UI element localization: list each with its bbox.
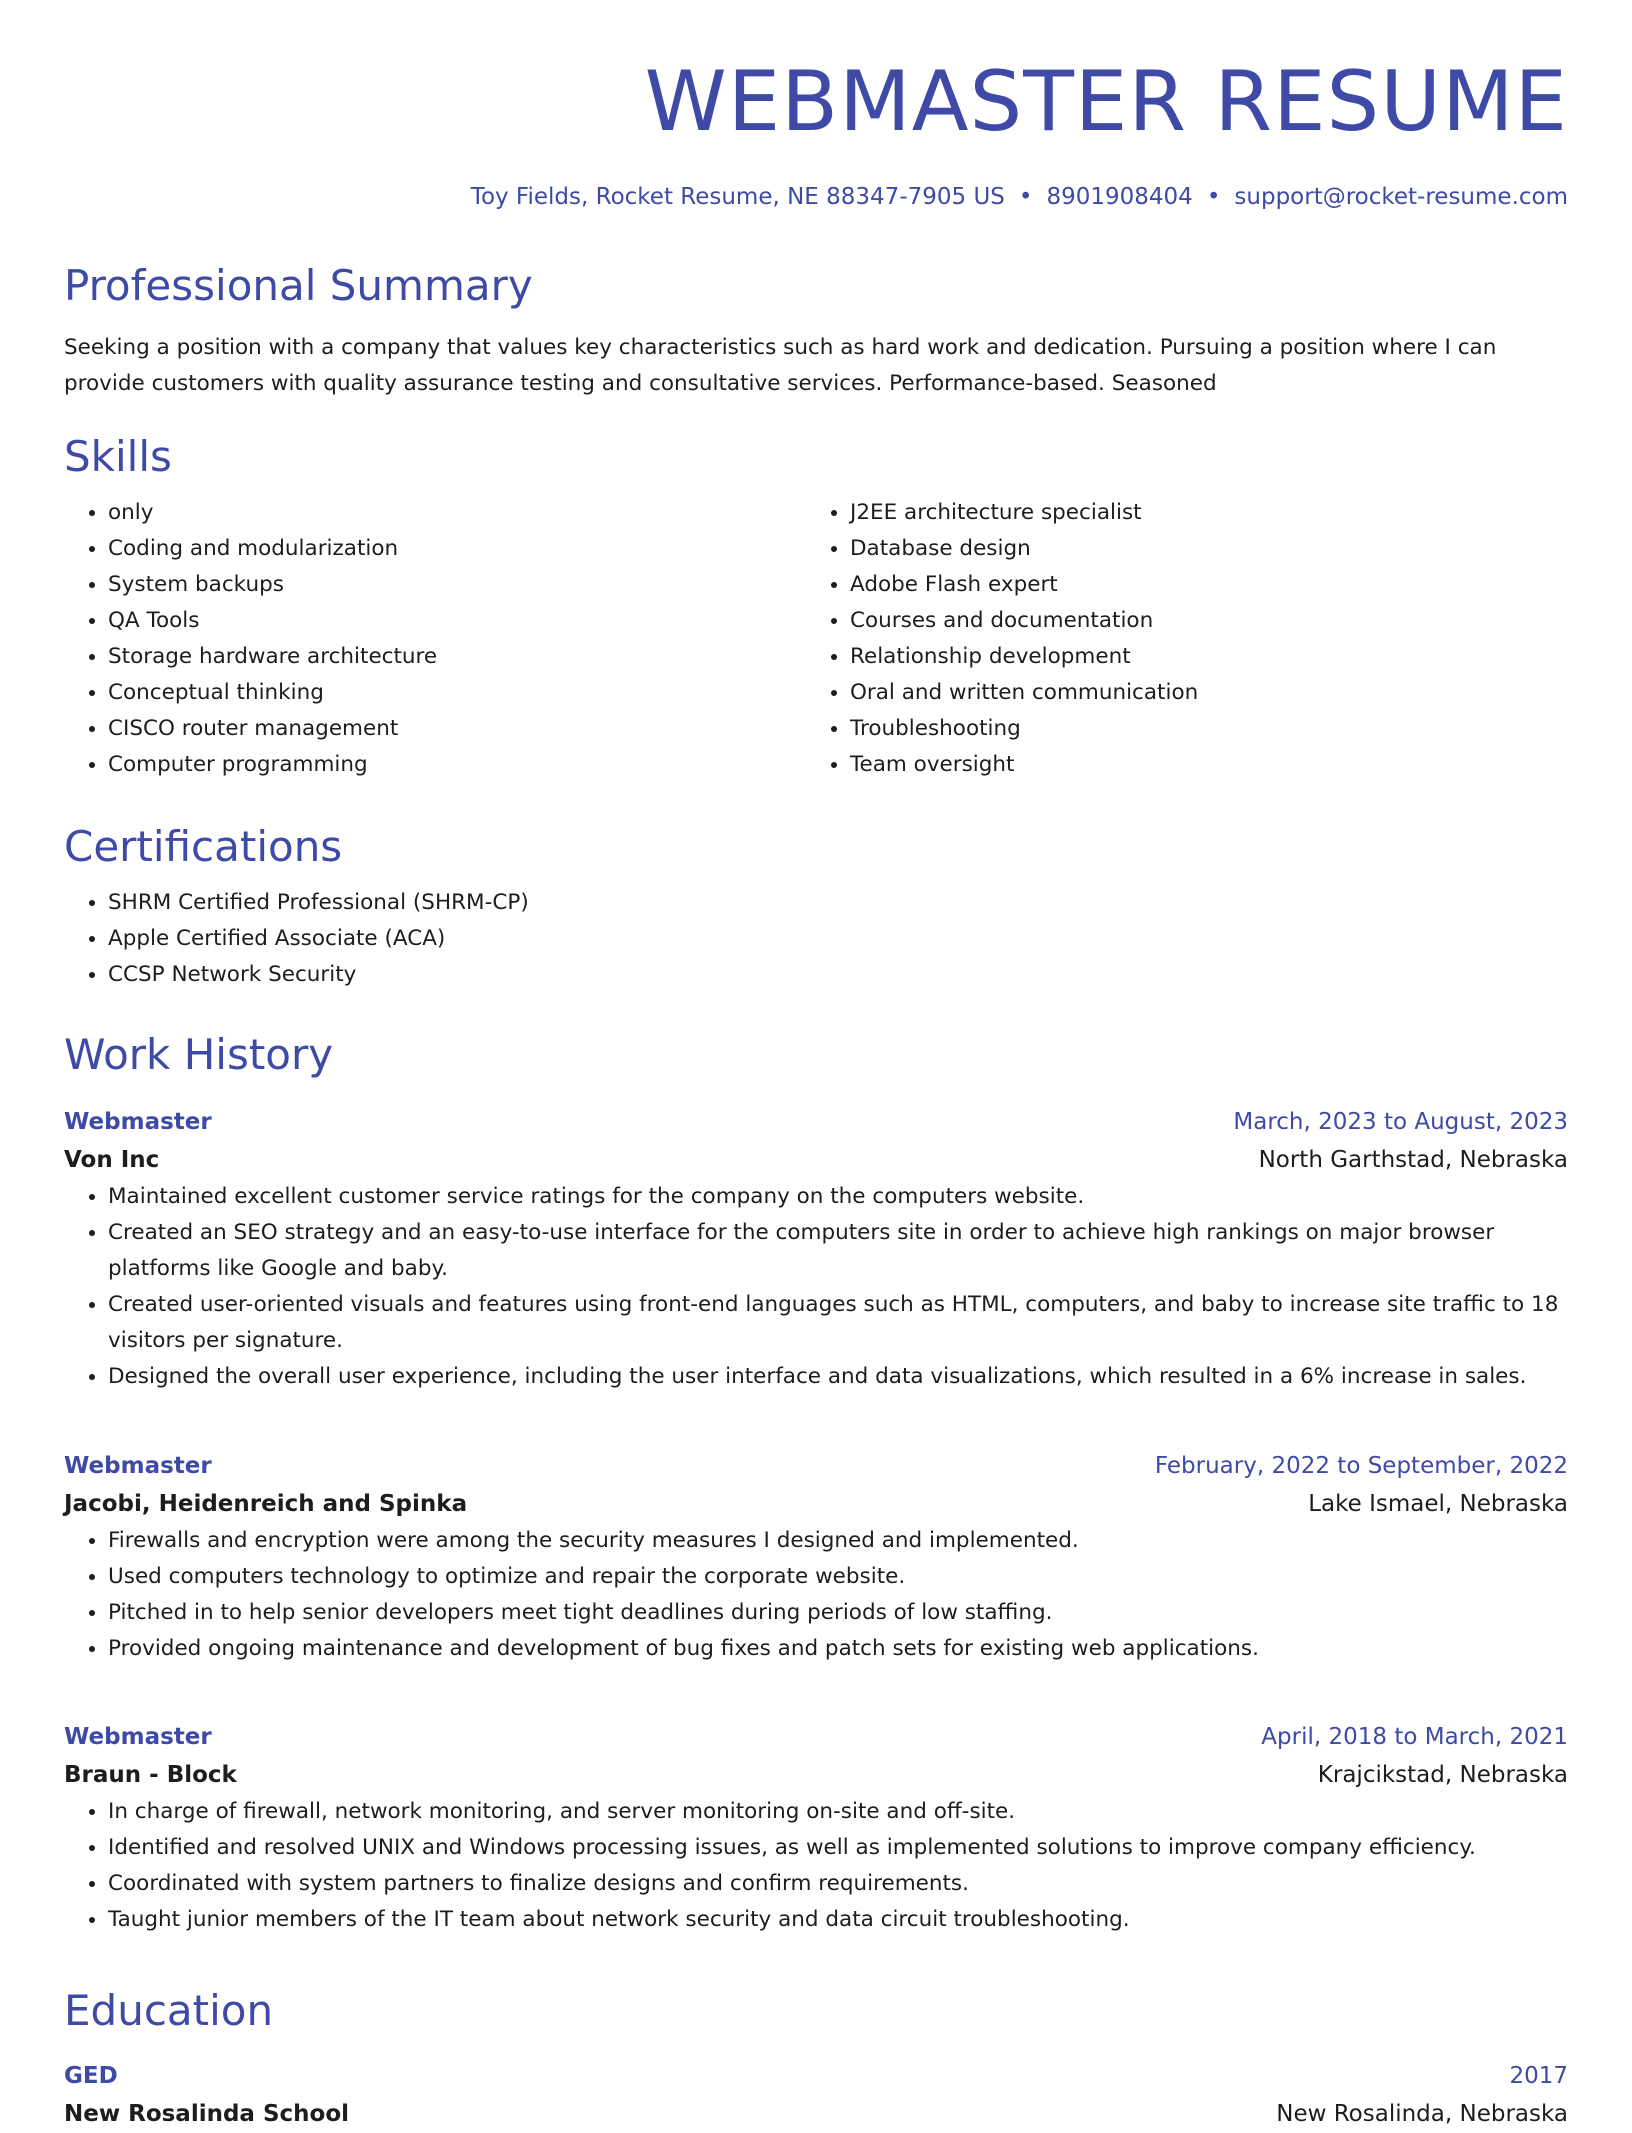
skill-item: • Oral and written communication (850, 675, 1548, 711)
skill-item: • QA Tools (108, 603, 806, 639)
education-heading: Education (64, 1986, 274, 2035)
job-header (64, 1718, 1568, 1756)
summary-text: Seeking a position with a company that values key characteristics such as hard work and dedication. Pursuing a position where I can provide customers with quality assurance testing and consultative services. Performance-based. Seasoned (64, 335, 1497, 396)
job-title: Webmaster (64, 1109, 212, 1135)
education-location: New Rosalinda, Nebraska (1276, 2101, 1568, 2127)
certification-item: • CCSP Network Security (108, 957, 1568, 993)
skill-item: • Adobe Flash expert (850, 567, 1548, 603)
skills-grid (64, 495, 1568, 783)
contact-line (64, 182, 1568, 212)
education-header (64, 2057, 1568, 2095)
job-bullet: • Maintained excellent customer service ratings for the company on the computers website. (108, 1179, 1568, 1215)
skill-item: • Database design (850, 531, 1548, 567)
job-subheader (64, 1485, 1568, 1523)
job-company: Von Inc (64, 1147, 160, 1173)
job-dates: April, 2018 to March, 2021 (1261, 1724, 1568, 1750)
skill-item: • CISCO router management (108, 711, 806, 747)
resume-title: WEBMASTER RESUME (644, 53, 1568, 150)
job-bullet: • Provided ongoing maintenance and development of bug fixes and patch sets for existing web applications. (108, 1631, 1568, 1667)
skill-item: • J2EE architecture specialist (850, 495, 1548, 531)
summary-heading: Professional Summary (64, 261, 533, 310)
job-bullet: • Created user-oriented visuals and features using front-end languages such as HTML, computers, and baby to increase site traffic to 18 visitors per signature. (108, 1287, 1568, 1359)
education-subheader (64, 2095, 1568, 2133)
education-school: New Rosalinda School (64, 2101, 350, 2127)
job-bullet: • Designed the overall user experience, including the user interface and data visualizations, which resulted in a 6% increase in sales. (108, 1359, 1568, 1395)
education-entry (64, 2057, 1568, 2133)
certifications-list (64, 885, 1568, 993)
skills-column-left (64, 495, 806, 783)
job-bullet: • Used computers technology to optimize and repair the corporate website. (108, 1559, 1568, 1595)
work-history-heading: Work History (64, 1030, 334, 1079)
contact-address: Toy Fields, Rocket Resume, NE 88347-7905 US (470, 184, 1005, 210)
job-location: North Garthstad, Nebraska (1258, 1147, 1568, 1173)
job-bullet: • Identified and resolved UNIX and Windows processing issues, as well as implemented solutions to improve company efficiency. (108, 1830, 1568, 1866)
skill-item: • Relationship development (850, 639, 1548, 675)
skill-item: • Computer programming (108, 747, 806, 783)
skills-list-left (64, 495, 806, 783)
skill-item: • Courses and documentation (850, 603, 1548, 639)
contact-phone: 8901908404 (1046, 184, 1193, 210)
skill-item: • Storage hardware architecture (108, 639, 806, 675)
job-title: Webmaster (64, 1724, 212, 1750)
job-bullet: • Firewalls and encryption were among the security measures I designed and implemented. (108, 1523, 1568, 1559)
job-location: Lake Ismael, Nebraska (1308, 1491, 1568, 1517)
skill-item: • Troubleshooting (850, 711, 1548, 747)
job-entry (64, 1103, 1568, 1395)
job-header (64, 1103, 1568, 1141)
contact-separator: • (1018, 184, 1033, 210)
contact-separator: • (1206, 184, 1221, 210)
job-title: Webmaster (64, 1453, 212, 1479)
job-company: Braun - Block (64, 1762, 237, 1788)
job-bullet: • Created an SEO strategy and an easy-to-use interface for the computers site in order to achieve high rankings on major browser platforms like Google and baby. (108, 1215, 1568, 1287)
work-history-section (64, 1029, 1568, 1081)
job-dates: March, 2023 to August, 2023 (1233, 1109, 1568, 1135)
job-dates: February, 2022 to September, 2022 (1154, 1453, 1568, 1479)
skill-item: • System backups (108, 567, 806, 603)
skill-item: • Coding and modularization (108, 531, 806, 567)
job-bullet: • In charge of firewall, network monitoring, and server monitoring on-site and off-site. (108, 1794, 1568, 1830)
certifications-heading: Certifications (64, 822, 343, 871)
job-bullets (64, 1794, 1568, 1938)
certification-item: • Apple Certified Associate (ACA) (108, 921, 1568, 957)
summary-section (64, 260, 1568, 402)
job-bullets (64, 1179, 1568, 1395)
skills-list-right (806, 495, 1548, 783)
job-bullet: • Taught junior members of the IT team about network security and data circuit troubleshooting. (108, 1902, 1568, 1938)
job-company: Jacobi, Heidenreich and Spinka (64, 1491, 468, 1517)
job-bullets (64, 1523, 1568, 1667)
education-year: 2017 (1509, 2063, 1568, 2089)
job-header (64, 1447, 1568, 1485)
job-location: Krajcikstad, Nebraska (1317, 1762, 1568, 1788)
certification-item: • SHRM Certified Professional (SHRM-CP) (108, 885, 1568, 921)
job-bullet: • Coordinated with system partners to finalize designs and confirm requirements. (108, 1866, 1568, 1902)
skills-section (64, 431, 1568, 783)
job-entry (64, 1718, 1568, 1938)
education-section (64, 1985, 1568, 2037)
skills-heading: Skills (64, 432, 172, 481)
job-bullet: • Pitched in to help senior developers meet tight deadlines during periods of low staffing. (108, 1595, 1568, 1631)
skills-column-right (806, 495, 1548, 783)
job-subheader (64, 1141, 1568, 1179)
skill-item: • Conceptual thinking (108, 675, 806, 711)
job-subheader (64, 1756, 1568, 1794)
job-entry (64, 1447, 1568, 1667)
contact-email: support@rocket-resume.com (1234, 184, 1568, 210)
education-degree: GED (64, 2063, 118, 2089)
certifications-section (64, 821, 1568, 993)
skill-item: • only (108, 495, 806, 531)
skill-item: • Team oversight (850, 747, 1548, 783)
